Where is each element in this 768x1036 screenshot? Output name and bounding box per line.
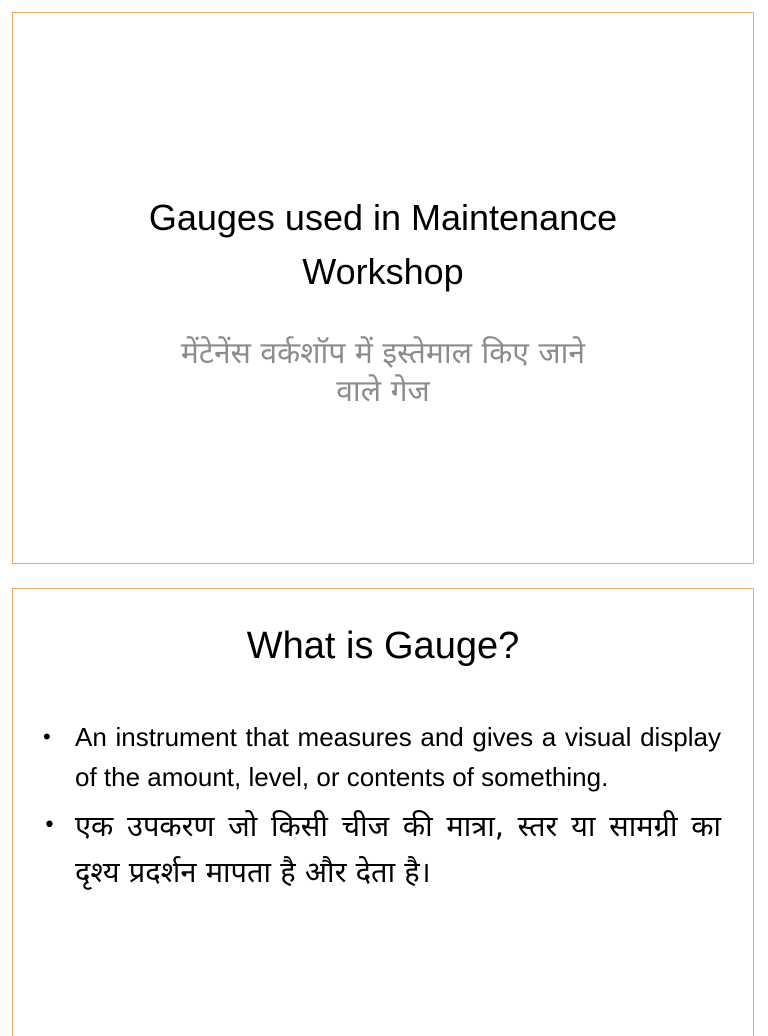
slide-title <box>13 191 753 299</box>
title-slide <box>12 12 754 564</box>
definition-slide <box>12 588 754 1036</box>
bullet-icon: • <box>43 813 56 838</box>
bullet-icon: • <box>43 724 51 749</box>
bullet-text: An instrument that measures and gives a visual display of the amount, level, or contents of something. <box>75 722 721 792</box>
bullet-list <box>39 717 721 901</box>
bullet-item-english <box>39 717 721 797</box>
title-line-2: Workshop <box>302 251 464 292</box>
subtitle-line-1: मेंटेनेंस वर्कशॉप में इस्तेमाल किए जाने <box>180 336 586 371</box>
bullet-text: एक उपकरण जो किसी चीज की मात्रा, स्तर या सामग्री का दृश्य प्रदर्शन मापता है और देता है। <box>75 809 721 889</box>
title-line-1: Gauges used in Maintenance <box>148 197 618 238</box>
hindi-subtitle <box>13 335 753 411</box>
subtitle-line-2: वाले गेज <box>336 374 430 409</box>
slide-title: What is Gauge? <box>246 625 520 667</box>
bullet-item-hindi <box>39 803 721 895</box>
